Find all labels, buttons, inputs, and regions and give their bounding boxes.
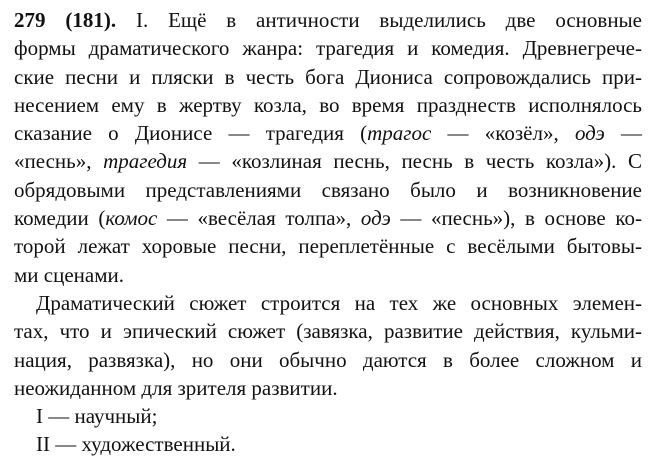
text-line: тах, что и эпический сюжет (завязка, развитие действия, кульми- [14, 319, 642, 344]
text-line [14, 147, 642, 175]
text-line [14, 204, 642, 232]
italic-term: комос [105, 206, 158, 231]
text-fragment: I. Ещё в античности выделились две основные [116, 8, 642, 32]
text-line: Драматический сюжет строится на тех же основных элемен- [36, 290, 642, 315]
text-line: несением ему в жертву козла, во время празднеств исполнялось [14, 92, 642, 117]
text-fragment: — [604, 121, 643, 146]
answer-line: II — художественный. [36, 432, 236, 457]
text-fragment: — «козлиная песнь, песнь в честь козла»). С [187, 149, 643, 174]
text-line: формы драматического жанра: трагедия и комедия. Древнегрече- [14, 36, 642, 61]
text-fragment: сказание о Дионисе — трагедия ( [14, 121, 368, 146]
text-line: неожиданном для зрителя развитии. [14, 375, 338, 400]
answer-line: I — научный; [36, 404, 158, 429]
exercise-number: 279 (181). [14, 8, 117, 32]
text-line: торой лежат хоровые песни, переплетённые с весёлыми бытовы- [14, 234, 642, 259]
text-line: ские песни и пляски в честь бога Диониса сопровождались при- [14, 64, 642, 89]
text-line [14, 119, 642, 147]
italic-term: одэ [360, 206, 391, 231]
text-fragment: — «козёл», [431, 121, 575, 146]
text-fragment: — «песнь»), в основе ко- [390, 206, 642, 231]
text-line [14, 6, 642, 34]
italic-term: трагос [367, 121, 432, 146]
text-line: обрядовыми представлениями связано было и возникновение [14, 177, 642, 202]
text-fragment: — «весёлая толпа», [157, 206, 361, 231]
text-fragment: «песнь», [14, 149, 104, 174]
text-fragment: комедии ( [14, 206, 106, 231]
text-line: ми сценами. [14, 262, 124, 287]
italic-term: трагедия [103, 149, 188, 174]
text-line: нация, развязка), но они обычно даются в более сложном и [14, 347, 642, 372]
italic-term: одэ [574, 121, 605, 146]
exercise-text [14, 6, 642, 459]
